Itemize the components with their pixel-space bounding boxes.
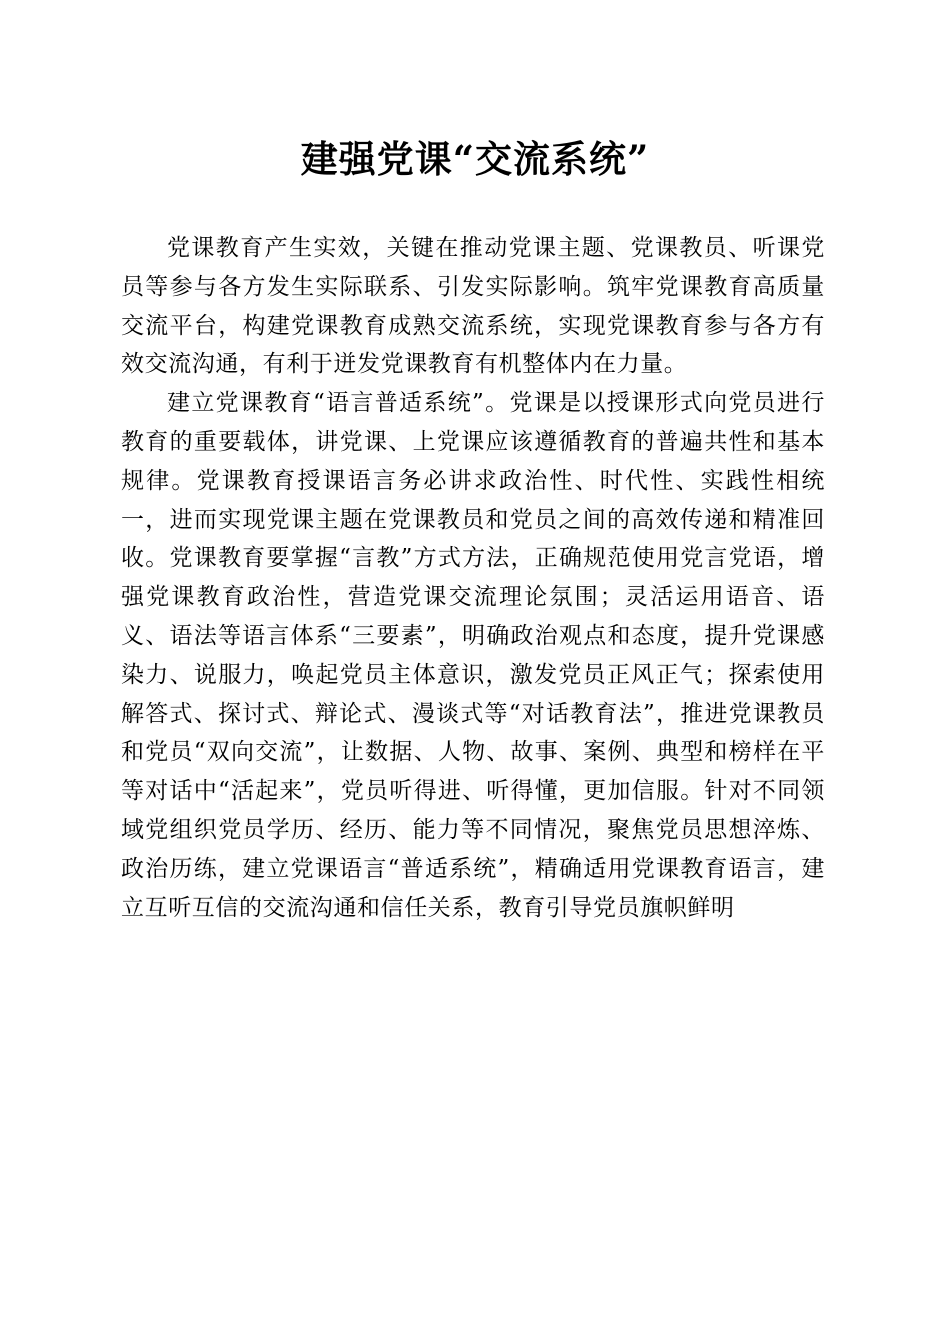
document-title: 建强党课“交流系统” xyxy=(300,137,650,181)
paragraph-language-system: 建立党课教育“语言普适系统”。党课是以授课形式向党员进行教育的重要载体，讲党课、上党课应该遵循教育的普遍共性和基本规律。党课教育授课语言务必讲求政治性、时代性、实践性相统一，进而实现党课主题在党课教员和党员之间的高效传递和精准回收。党课教育要掌握“言教”方式方法，正确规范使用党言党语，增强党课教育政治性，营造党课交流理论氛围；灵活运用语音、语义、语法等语言体系“三要素”，明确政治观点和态度，提升党课感染力、说服力，唤起党员主体意识，激发党员正风正气；探索使用解答式、探讨式、辩论式、漫谈式等“对话教育法”，推进党课教员和党员“双向交流”，让数据、人物、故事、案例、典型和榜样在平等对话中“活起来”，党员听得进、听得懂，更加信服。针对不同领域党组织党员学历、经历、能力等不同情况，聚焦党员思想淬炼、政治历练，建立党课语言“普适系统”，精确适用党课教育语言，建立互听互信的交流沟通和信任关系，教育引导党员旗帜鲜明 xyxy=(121,390,825,921)
document-body xyxy=(121,229,825,927)
paragraph-intro: 党课教育产生实效，关键在推动党课主题、党课教员、听课党员等参与各方发生实际联系、引发实际影响。筑牢党课教育高质量交流平台，构建党课教育成熟交流系统，实现党课教育参与各方有效交流沟通，有利于迸发党课教育有机整体内在力量。 xyxy=(121,235,825,378)
